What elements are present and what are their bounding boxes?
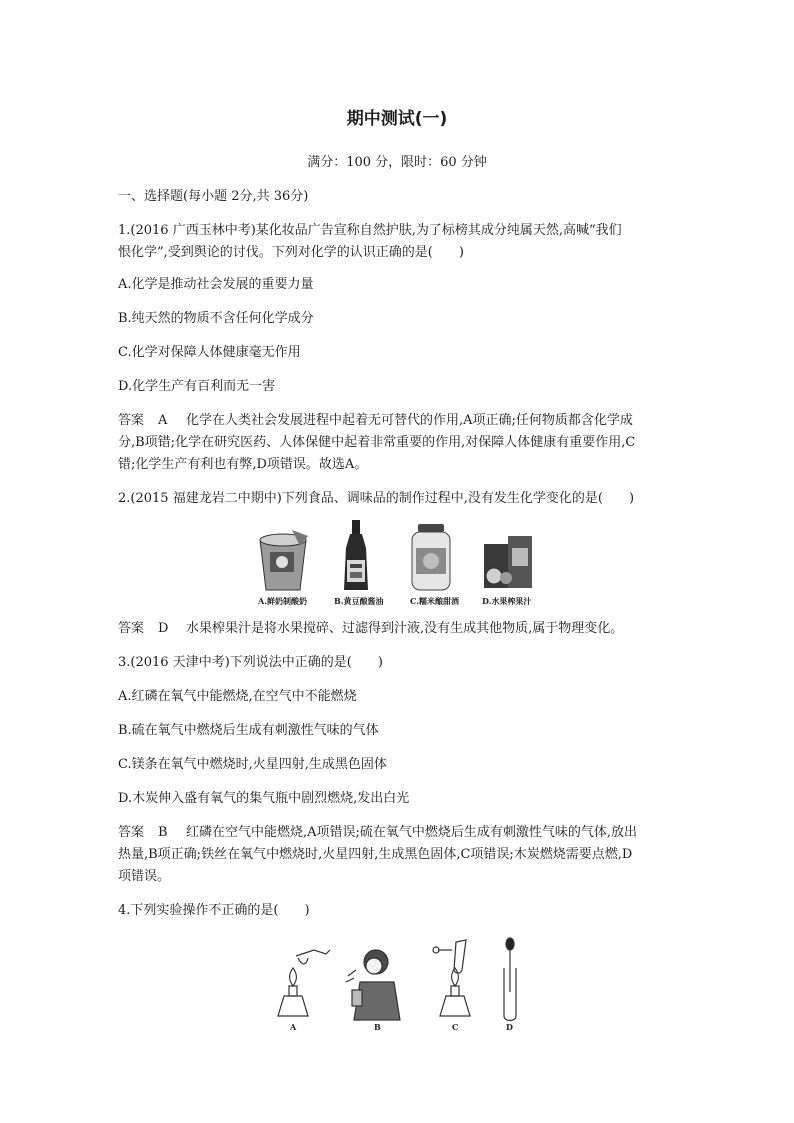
rice-wine-jar-image (412, 524, 450, 590)
boy-smelling-image (346, 950, 400, 1020)
answer-key: D (158, 621, 169, 636)
label-c: C (452, 1022, 459, 1032)
answer-text: 红磷在空气中能燃烧,A项错误;硫在氧气中燃烧后生成有刺激性气味的气体,放出 (186, 825, 638, 840)
q2-stem: 2.(2015 福建龙岩二中期中)下列食品、调味品的制作过程中,没有发生化学变化的是( ) (118, 491, 635, 506)
alcohol-lamp-image-c (433, 940, 470, 1016)
yogurt-cup-image (260, 530, 308, 590)
caption-c: C.糯米酿甜酒 (410, 596, 460, 606)
caption-a: A.鲜奶制酸奶 (258, 596, 307, 606)
q3-option-b: B.硫在氧气中燃烧后生成有刺激性气味的气体 (118, 723, 379, 738)
exam-info: 满分：100 分，限时：60 分钟 (307, 155, 487, 170)
q4-lab-operation-images (268, 936, 528, 1032)
q3-option-a: A.红磷在氧气中能燃烧,在空气中不能燃烧 (118, 689, 357, 704)
q3-answer-line3: 项错误。 (118, 869, 171, 884)
answer-text: 化学在人类社会发展进程中起着无可替代的作用,A项正确;任何物质都含化学成 (186, 413, 633, 428)
q1-option-a: A.化学是推动社会发展的重要力量 (118, 277, 314, 292)
q3-option-d: D.木炭伸入盛有氧气的集气瓶中剧烈燃烧,发出白光 (118, 791, 410, 806)
section-heading: 一、选择题(每小题 2分,共 36分) (118, 189, 309, 204)
q1-answer-line2: 分,B项错;化学在研究医药、人体保健中起着非常重要的作用,对保障人体健康有重要作用,C (118, 435, 636, 450)
answer-key: A (158, 413, 168, 428)
q1-stem-line1: 1.(2016 广西玉林中考)某化妆品广告宣称自然护肤,为了标榜其成分纯属天然,高喊“我们 (118, 223, 622, 238)
q1-answer-line3: 错;化学生产有利也有弊,D项错误。故选A。 (118, 457, 368, 472)
label-b: B (374, 1022, 381, 1032)
answer-label: 答案 (118, 825, 145, 840)
alcohol-lamp-image-a (278, 950, 330, 1016)
q3-option-c: C.镁条在氧气中燃烧时,火星四射,生成黑色固体 (118, 757, 387, 772)
juice-boxes-image (484, 536, 532, 588)
answer-key: B (158, 825, 168, 840)
dropper-test-tube-image (504, 938, 516, 1021)
q2-answer (118, 618, 688, 640)
label-a: A (290, 1022, 297, 1032)
q1-option-d: D.化学生产有百利而无一害 (118, 379, 276, 394)
caption-b: B.黄豆酿酱油 (334, 596, 384, 606)
q3-stem: 3.(2016 天津中考)下列说法中正确的是( ) (118, 655, 383, 670)
q3-answer-line1 (118, 822, 688, 844)
page-title: 期中测试(一) (346, 109, 448, 129)
answer-label: 答案 (118, 413, 145, 428)
q1-option-c: C.化学对保障人体健康毫无作用 (118, 345, 301, 360)
q1-option-b: B.纯天然的物质不含任何化学成分 (118, 311, 314, 326)
label-d: D (506, 1022, 513, 1032)
q4-stem: 4.下列实验操作不正确的是( ) (118, 903, 310, 918)
q2-food-images (254, 518, 544, 608)
q1-answer-line1 (118, 410, 688, 432)
answer-label: 答案 (118, 621, 145, 636)
answer-text: 水果榨果汁是将水果搅碎、过滤得到汁液,没有生成其他物质,属于物理变化。 (186, 621, 624, 636)
q3-answer-line2: 热量,B项正确;铁丝在氧气中燃烧时,火星四射,生成黑色固体,C项错误;木炭燃烧需要点燃,D (118, 847, 633, 862)
soy-sauce-bottle-image (344, 520, 368, 590)
caption-d: D.水果榨果汁 (482, 596, 532, 606)
q1-stem-line2: 恨化学”,受到舆论的讨伐。下列对化学的认识正确的是( ) (118, 245, 464, 260)
